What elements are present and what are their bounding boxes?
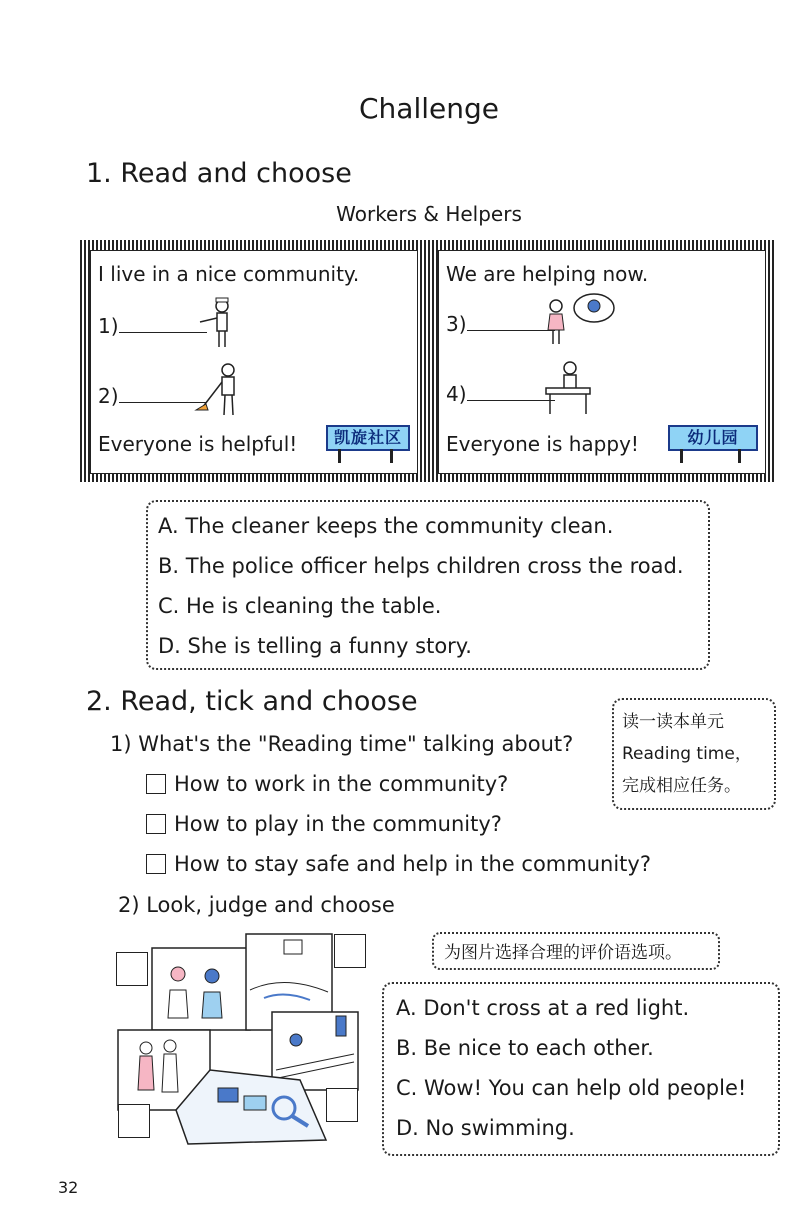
- q2-option-d: D. No swimming.: [396, 1116, 575, 1140]
- q1-option-3: [146, 852, 651, 876]
- q1-option-2-label: How to play in the community?: [174, 812, 502, 836]
- right-panel-intro: We are helping now.: [446, 262, 649, 286]
- section1-option-b: B. The police officer helps children cross the road.: [158, 554, 684, 578]
- storyteller-illustration: [540, 290, 620, 348]
- q1-option-3-label: How to stay safe and help in the community?: [174, 852, 651, 876]
- q1-option-1: [146, 772, 508, 796]
- q1-option-2: [146, 812, 502, 836]
- answer-box-2[interactable]: [334, 934, 366, 968]
- section1-option-d: D. She is telling a funny story.: [158, 634, 472, 658]
- blank-2-label: 2): [98, 384, 119, 408]
- sign-post: [338, 449, 341, 463]
- question-2: 2) Look, judge and choose: [118, 893, 395, 917]
- blank-1-label: 1): [98, 314, 119, 338]
- page-number: 32: [58, 1178, 79, 1197]
- blank-4: [446, 380, 555, 406]
- q2-option-a: A. Don't cross at a red light.: [396, 996, 690, 1020]
- right-panel-outro: Everyone is happy!: [446, 432, 639, 456]
- note-line-2: Reading time，: [622, 744, 752, 764]
- q1-option-1-label: How to work in the community?: [174, 772, 509, 796]
- q2-option-c: C. Wow! You can help old people!: [396, 1076, 747, 1100]
- q1-option-1-checkbox[interactable]: [146, 774, 166, 794]
- section2-heading: 2. Read, tick and choose: [86, 686, 418, 717]
- note-line-1: 读一读本单元: [622, 712, 724, 732]
- page-title: Challenge: [359, 92, 499, 125]
- kindergarten-sign: 幼儿园: [668, 425, 758, 451]
- section1-subtitle: Workers & Helpers: [336, 202, 522, 226]
- answer-box-3[interactable]: [118, 1104, 150, 1138]
- sign-post: [390, 449, 393, 463]
- question-1: 1) What's the "Reading time" talking about?: [110, 732, 574, 756]
- cleaner-illustration: [192, 360, 252, 420]
- table-cleaner-illustration: [540, 358, 600, 418]
- sign-post: [738, 449, 741, 463]
- blank-2: [98, 382, 207, 408]
- q2-option-b: B. Be nice to each other.: [396, 1036, 654, 1060]
- note-line-3: 完成相应任务。: [622, 776, 741, 796]
- community-sign: 凯旋社区: [326, 425, 410, 451]
- blank-3-label: 3): [446, 312, 467, 336]
- q1-option-2-checkbox[interactable]: [146, 814, 166, 834]
- sign-post: [680, 449, 683, 463]
- q2-note: 为图片选择合理的评价语选项。: [444, 943, 682, 963]
- q1-option-3-checkbox[interactable]: [146, 854, 166, 874]
- answer-box-1[interactable]: [116, 952, 148, 986]
- left-panel-intro: I live in a nice community.: [98, 262, 360, 286]
- blank-4-label: 4): [446, 382, 467, 406]
- answer-box-4[interactable]: [326, 1088, 358, 1122]
- section1-option-c: C. He is cleaning the table.: [158, 594, 442, 618]
- section1-option-a: A. The cleaner keeps the community clean.: [158, 514, 614, 538]
- police-officer-illustration: [192, 292, 252, 352]
- left-panel-outro: Everyone is helpful!: [98, 432, 298, 456]
- blank-3: [446, 310, 555, 336]
- blank-1: [98, 312, 207, 338]
- section1-heading: 1. Read and choose: [86, 158, 352, 189]
